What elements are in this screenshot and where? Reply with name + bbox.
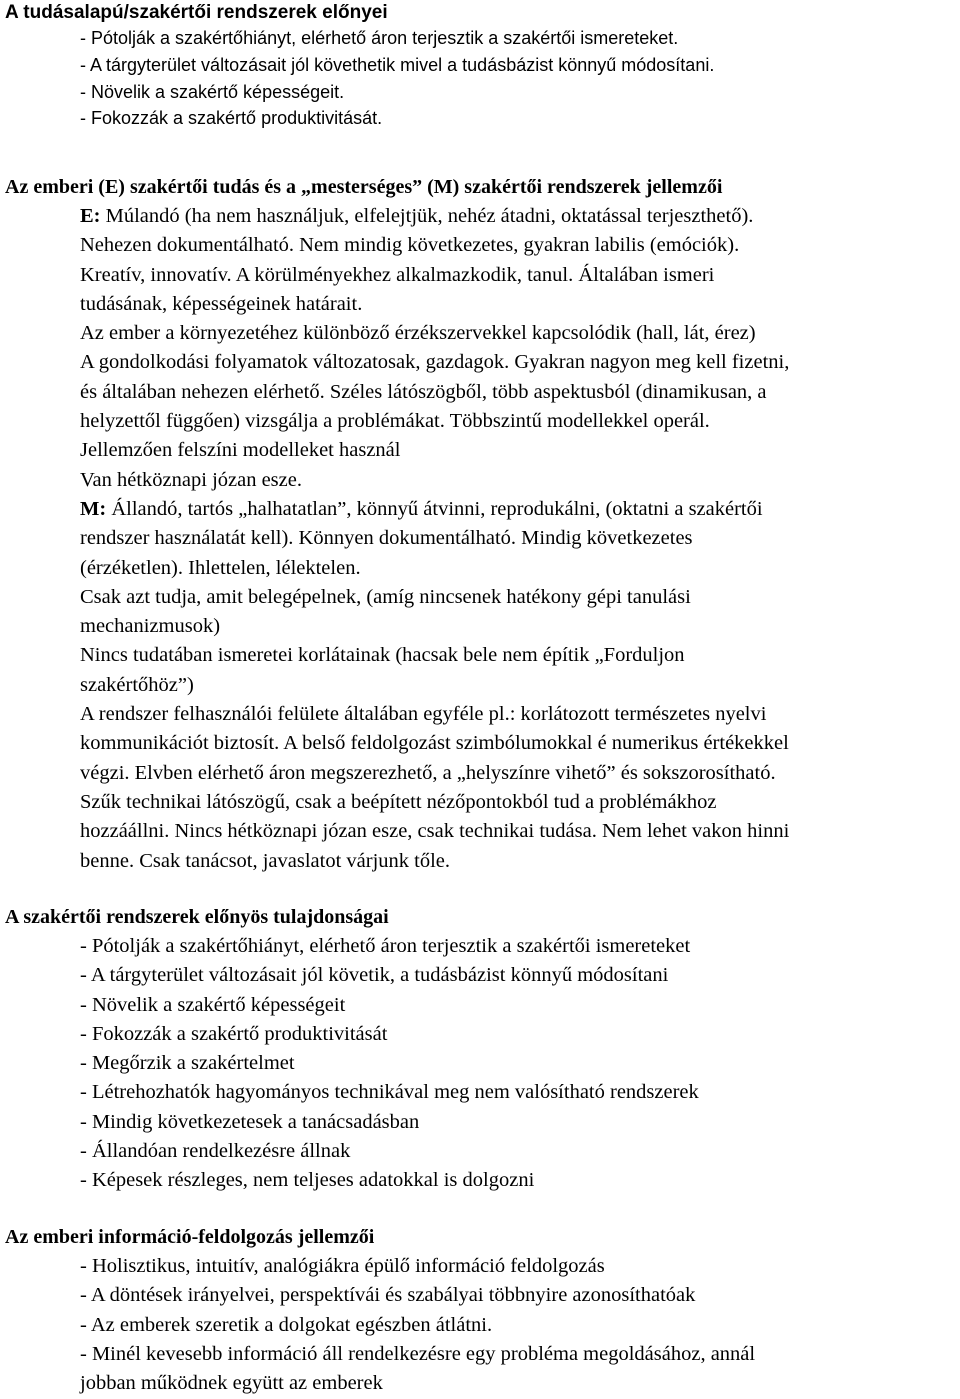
bullet-list xyxy=(5,932,955,1196)
list-item: - A tárgyterület változásait jól követik, a tudásbázist könnyű módosítani xyxy=(80,964,669,987)
section-title: Az emberi információ-feldolgozás jellemzői xyxy=(5,1226,375,1248)
paragraph-line: tudásának, képességeinek határait. xyxy=(80,292,363,315)
bullet-list xyxy=(5,1252,955,1398)
section-title: A tudásalapú/szakértői rendszerek előnyei xyxy=(5,2,388,23)
paragraph-line: kommunikációt biztosít. A belső feldolgozást szimbólumokkal é numerikus értékekkel xyxy=(80,732,789,755)
list-item: - Fokozzák a szakértő produktivitását. xyxy=(80,108,383,129)
paragraph-line: E: Múlandó (ha nem használjuk, elfelejtjük, nehéz átadni, oktatással terjeszthető). xyxy=(80,205,754,227)
section-title: Az emberi (E) szakértői tudás és a „mesterséges” (M) szakértői rendszerek jellemzői xyxy=(5,176,723,198)
label-e: E: xyxy=(80,205,101,227)
section-beneficial-properties xyxy=(5,903,955,1196)
paragraph-line: A gondolkodási folyamatok változatosak, gazdagok. Gyakran nagyon meg kell fizetni, xyxy=(80,351,790,374)
list-item: - A döntések irányelvei, perspektívái és szabályai többnyire azonosíthatóak xyxy=(80,1284,696,1307)
paragraph-line: és általában nehezen elérhető. Széles látószögből, több aspektusból (dinamikusan, a xyxy=(80,380,767,403)
list-item: - Holisztikus, intuitív, analógiákra épülő információ feldolgozás xyxy=(80,1255,605,1277)
list-item: - Pótolják a szakértőhiányt, elérhető áron terjesztik a szakértői ismereteket xyxy=(80,935,691,957)
paragraph-line: Jellemzően felszíni modelleket használ xyxy=(80,439,401,462)
paragraph-line: Van hétköznapi józan esze. xyxy=(80,468,302,491)
list-item: - Növelik a szakértő képességeit xyxy=(80,993,346,1016)
machine-expert-paragraph xyxy=(5,495,955,876)
section-title: A szakértői rendszerek előnyös tulajdonságai xyxy=(5,906,389,928)
paragraph-line: végzi. Elvben elérhető áron megszerezhető, a „helyszínre vihető” és sokszorosítható. xyxy=(80,761,776,784)
label-m: M: xyxy=(80,497,107,520)
list-item: - Képesek részleges, nem teljeses adatokkal is dolgozni xyxy=(80,1169,535,1192)
list-item: jobban működnek együtt az emberek xyxy=(80,1372,383,1395)
list-item: - Minél kevesebb információ áll rendelkezésre egy probléma megoldásához, annál xyxy=(80,1342,756,1365)
list-item: - Mindig következetesek a tanácsadásban xyxy=(80,1110,420,1133)
list-item: - A tárgyterület változásait jól követhetik mivel a tudásbázist könnyű módosítani. xyxy=(80,54,715,75)
section-comparison xyxy=(5,173,955,876)
section-advantages xyxy=(5,0,955,132)
paragraph-line: (érzéketlen). Ihlettelen, lélektelen. xyxy=(80,556,361,579)
paragraph-line: szakértőhöz”) xyxy=(80,673,194,696)
list-item: - Az emberek szeretik a dolgokat egészben átlátni. xyxy=(80,1313,493,1336)
paragraph-line: M: Állandó, tartós „halhatatlan”, könnyű átvinni, reprodukálni, (oktatni a szakértői xyxy=(80,497,763,520)
paragraph-line: Nincs tudatában ismeretei korlátainak (hacsak bele nem építik „Forduljon xyxy=(80,644,685,667)
list-item: - Létrehozhatók hagyományos technikával meg nem valósítható rendszerek xyxy=(80,1081,699,1104)
list-item: - Pótolják a szakértőhiányt, elérhető áron terjesztik a szakértői ismereteket. xyxy=(80,28,679,48)
paragraph-line: hozzáállni. Nincs hétköznapi józan esze, csak technikai tudása. Nem lehet vakon hinni xyxy=(80,820,790,843)
bullet-list xyxy=(5,25,955,132)
paragraph-line: rendszer használatát kell). Könnyen dokumentálható. Mindig következetes xyxy=(80,527,693,550)
section-human-info-processing xyxy=(5,1223,955,1398)
list-item: - Állandóan rendelkezésre állnak xyxy=(80,1140,351,1163)
paragraph-line: Kreatív, innovatív. A körülményekhez alkalmazkodik, tanul. Általában ismeri xyxy=(80,263,715,286)
paragraph-line: Nehezen dokumentálható. Nem mindig következetes, gyakran labilis (emóciók). xyxy=(80,234,740,257)
paragraph-line: helyzettől függően) vizsgálja a problémákat. Többszintű modellekkel operál. xyxy=(80,410,710,433)
paragraph-line: Szűk technikai látószögű, csak a beépített nézőpontokból tud a problémákhoz xyxy=(80,790,717,813)
list-item: - Fokozzák a szakértő produktivitását xyxy=(80,1022,388,1045)
list-item: - Növelik a szakértő képességeit. xyxy=(80,81,345,102)
paragraph-line: benne. Csak tanácsot, javaslatot várjunk tőle. xyxy=(80,849,451,872)
paragraph-line: mechanizmusok) xyxy=(80,615,221,638)
paragraph-line: Csak azt tudja, amit belegépelnek, (amíg nincsenek hatékony gépi tanulási xyxy=(80,585,691,608)
human-expert-paragraph xyxy=(5,202,955,495)
paragraph-line: A rendszer felhasználói felülete általában egyféle pl.: korlátozott természetes nyelvi xyxy=(80,703,767,726)
list-item: - Megőrzik a szakértelmet xyxy=(80,1052,295,1075)
paragraph-line: Az ember a környezetéhez különböző érzékszervekkel kapcsolódik (hall, lát, érez) xyxy=(80,322,756,345)
